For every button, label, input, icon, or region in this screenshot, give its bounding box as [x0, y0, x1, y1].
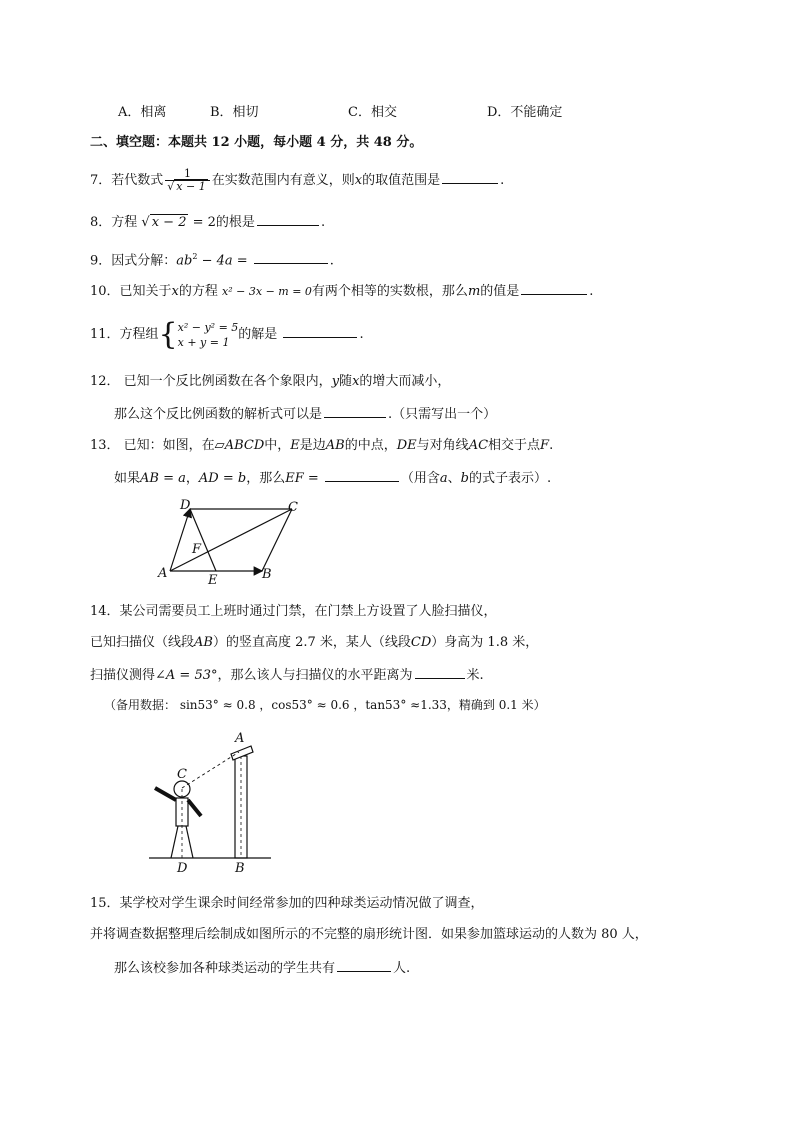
q12-text-b: 随	[339, 374, 353, 389]
q14-cd: CD	[410, 635, 432, 650]
q11-end: .	[359, 327, 364, 342]
q8-tail: 的根是	[215, 215, 255, 230]
q13-vector-ad: AD = b	[198, 471, 247, 486]
q11-row2: x + y = 1	[177, 335, 230, 349]
q9-end: .	[329, 253, 334, 269]
segment-de	[190, 509, 216, 571]
question-15-line3	[114, 958, 410, 978]
option-c: C．相交	[348, 105, 397, 120]
q13-de: DE	[396, 438, 417, 453]
q8-end: .	[320, 215, 326, 230]
question-8	[90, 212, 325, 232]
q11-answer-blank[interactable]	[283, 324, 357, 338]
q13-ab: AB	[325, 438, 345, 453]
label-c: C	[177, 767, 187, 782]
scanner-device	[231, 746, 253, 760]
side-cb	[262, 509, 292, 571]
q15-text-a: 那么该校参加各种球类运动的学生共有	[114, 961, 336, 976]
option-b: B．相切	[210, 105, 259, 120]
q12-answer-blank[interactable]	[324, 404, 386, 418]
q14-ab: AB	[194, 635, 213, 650]
label-b: B	[262, 567, 272, 582]
question-13-line1	[90, 437, 553, 455]
q13-va: a	[439, 471, 448, 486]
q13-abcd: ABCD	[224, 438, 265, 453]
question-14-line3	[90, 665, 484, 685]
q7-sqrt-sign: √	[167, 180, 175, 193]
q10-tail1: 有两个相等的实数根，那么	[311, 284, 468, 299]
question-10	[90, 281, 593, 301]
q13-sep: ，	[185, 471, 199, 486]
person-leg-right	[186, 826, 193, 858]
q7-frac-den	[165, 181, 209, 193]
q10-var: x	[171, 284, 179, 299]
option-d: D．不能确定	[487, 105, 563, 120]
q8-sqrt-sign: √	[141, 215, 150, 230]
q7-tail: 的取值范围是	[362, 173, 441, 188]
q13-text-b: 中，	[264, 438, 291, 453]
q13-text-i: ，那么	[246, 471, 286, 486]
q7-frac-num: 1	[165, 168, 209, 181]
q10-end: .	[589, 284, 594, 299]
label-a: A	[235, 731, 245, 746]
q13-ef: EF =	[285, 471, 323, 486]
q10-mid: 的方程	[178, 284, 218, 299]
q13-ac: AC	[468, 438, 489, 453]
q13-f: F	[540, 438, 550, 453]
q12-text-a: 12． 已知一个反比例函数在各个象限内，	[90, 374, 332, 389]
label-e: E	[208, 573, 218, 587]
q9-expr: ab	[176, 253, 193, 269]
q13-text-f: 相交于点	[488, 438, 541, 453]
q14-answer-blank[interactable]	[415, 665, 465, 679]
person-leg-left	[171, 826, 178, 858]
q14-angle: ∠A = 53°	[155, 668, 218, 683]
q9-answer-blank[interactable]	[254, 250, 328, 264]
question-9	[90, 248, 334, 270]
q13-text-a: 13． 已知：如图，在▱	[90, 438, 225, 453]
q8-answer-blank[interactable]	[257, 212, 319, 226]
question-12-line2	[114, 404, 496, 424]
question-12-line1	[90, 373, 450, 391]
q12-text-c: 的增大而减小，	[359, 374, 451, 389]
label-b: B	[235, 861, 245, 876]
q10-number: 10．已知关于	[90, 284, 172, 299]
q11-system	[178, 320, 239, 350]
label-a: A	[158, 566, 168, 581]
q10-equation: x² − 3x − m = 0	[222, 285, 312, 298]
q9-number: 9．因式分解：	[90, 253, 177, 269]
q10-tail2: 的值是	[480, 284, 520, 299]
question-15-line2: 并将调查数据整理后绘制成如图所示的不完整的扇形统计图．如果参加篮球运动的人数为 80 人，	[90, 927, 648, 942]
section-heading: 二、填空题：本题共 12 小题，每小题 4 分，共 48 分。	[90, 135, 423, 150]
q13-text-h: 如果	[114, 471, 141, 486]
question-7	[90, 168, 504, 193]
q11-number: 11．方程组	[90, 327, 159, 342]
q15-answer-blank[interactable]	[337, 958, 391, 972]
q9-exp: 2	[192, 252, 198, 261]
option-a: A．相离	[118, 105, 167, 120]
q13-e: E	[290, 438, 300, 453]
q13-vb: b	[460, 471, 469, 486]
q13-text-j: （用含	[400, 471, 440, 486]
q7-fraction	[165, 168, 209, 193]
q8-rhs: = 2	[188, 215, 216, 230]
question-14-line1: 14．某公司需要员工上班时通过门禁，在门禁上方设置了人脸扫描仪，	[90, 604, 497, 619]
q11-brace: {	[158, 316, 178, 352]
q11-tail: 的解是	[238, 327, 278, 342]
q12-text-e: .（只需写出一个）	[388, 407, 497, 422]
sight-line	[182, 752, 239, 788]
q13-text-g: .	[549, 438, 554, 453]
q14-text-b: ）的竖直高度 2.7 米，某人（线段	[212, 635, 411, 650]
q7-var: x	[354, 173, 363, 188]
q10-answer-blank[interactable]	[521, 281, 587, 295]
person-arm-left	[155, 788, 176, 800]
question-14-line2	[90, 634, 538, 652]
question-14-hint: （备用数据： sin53° ≈ 0.8 ，cos53° ≈ 0.6 ，tan53° ≈1.33，精确到 0.1 米）	[104, 698, 546, 712]
question-15-line1: 15．某学校对学生课余时间经常参加的四种球类运动情况做了调查，	[90, 896, 484, 911]
q13-text-k: 的式子表示）.	[469, 471, 552, 486]
q13-dun: 、	[447, 471, 461, 486]
person-arm-right	[188, 800, 201, 816]
q12-var-y: y	[331, 374, 340, 389]
label-d: D	[177, 861, 188, 876]
figure-14-scanner	[145, 728, 275, 876]
q13-text-c: 是边	[299, 438, 326, 453]
q12-text-d: 那么这个反比例函数的解析式可以是	[114, 407, 323, 422]
q10-var-m: m	[467, 284, 481, 299]
question-11	[90, 316, 364, 354]
question-13-line2	[114, 468, 551, 488]
q13-answer-blank[interactable]	[325, 468, 399, 482]
label-c: C	[288, 500, 298, 515]
q7-radicand: x − 1	[176, 180, 206, 193]
q8-number: 8．方程	[90, 215, 138, 230]
q8-radicand: x − 2	[151, 215, 187, 230]
q14-text-f: 米.	[466, 668, 484, 683]
q15-text-b: 人.	[393, 961, 411, 976]
q7-number: 7．若代数式	[90, 173, 164, 188]
q7-mid: 在实数范围内有意义，则	[211, 173, 355, 188]
q11-row1: x² − y² = 5	[177, 320, 239, 334]
figure-13-parallelogram	[150, 495, 310, 587]
label-f: F	[192, 542, 202, 557]
q14-text-e: ，那么该人与扫描仪的水平距离为	[217, 668, 413, 683]
q9-rest: − 4a =	[197, 253, 252, 269]
q13-text-d: 的中点，	[344, 438, 397, 453]
label-d: D	[180, 498, 191, 513]
q14-text-d: 扫描仪测得	[90, 668, 156, 683]
q13-vector-ab: AB = a	[140, 471, 186, 486]
q13-text-e: 与对角线	[416, 438, 469, 453]
q14-text-c: ）身高为 1.8 米，	[431, 635, 539, 650]
diagonal-ac	[170, 509, 292, 571]
q14-text-a: 已知扫描仪（线段	[90, 635, 195, 650]
q12-var-x: x	[352, 374, 360, 389]
q7-end: .	[500, 173, 505, 188]
q7-answer-blank[interactable]	[442, 170, 498, 184]
